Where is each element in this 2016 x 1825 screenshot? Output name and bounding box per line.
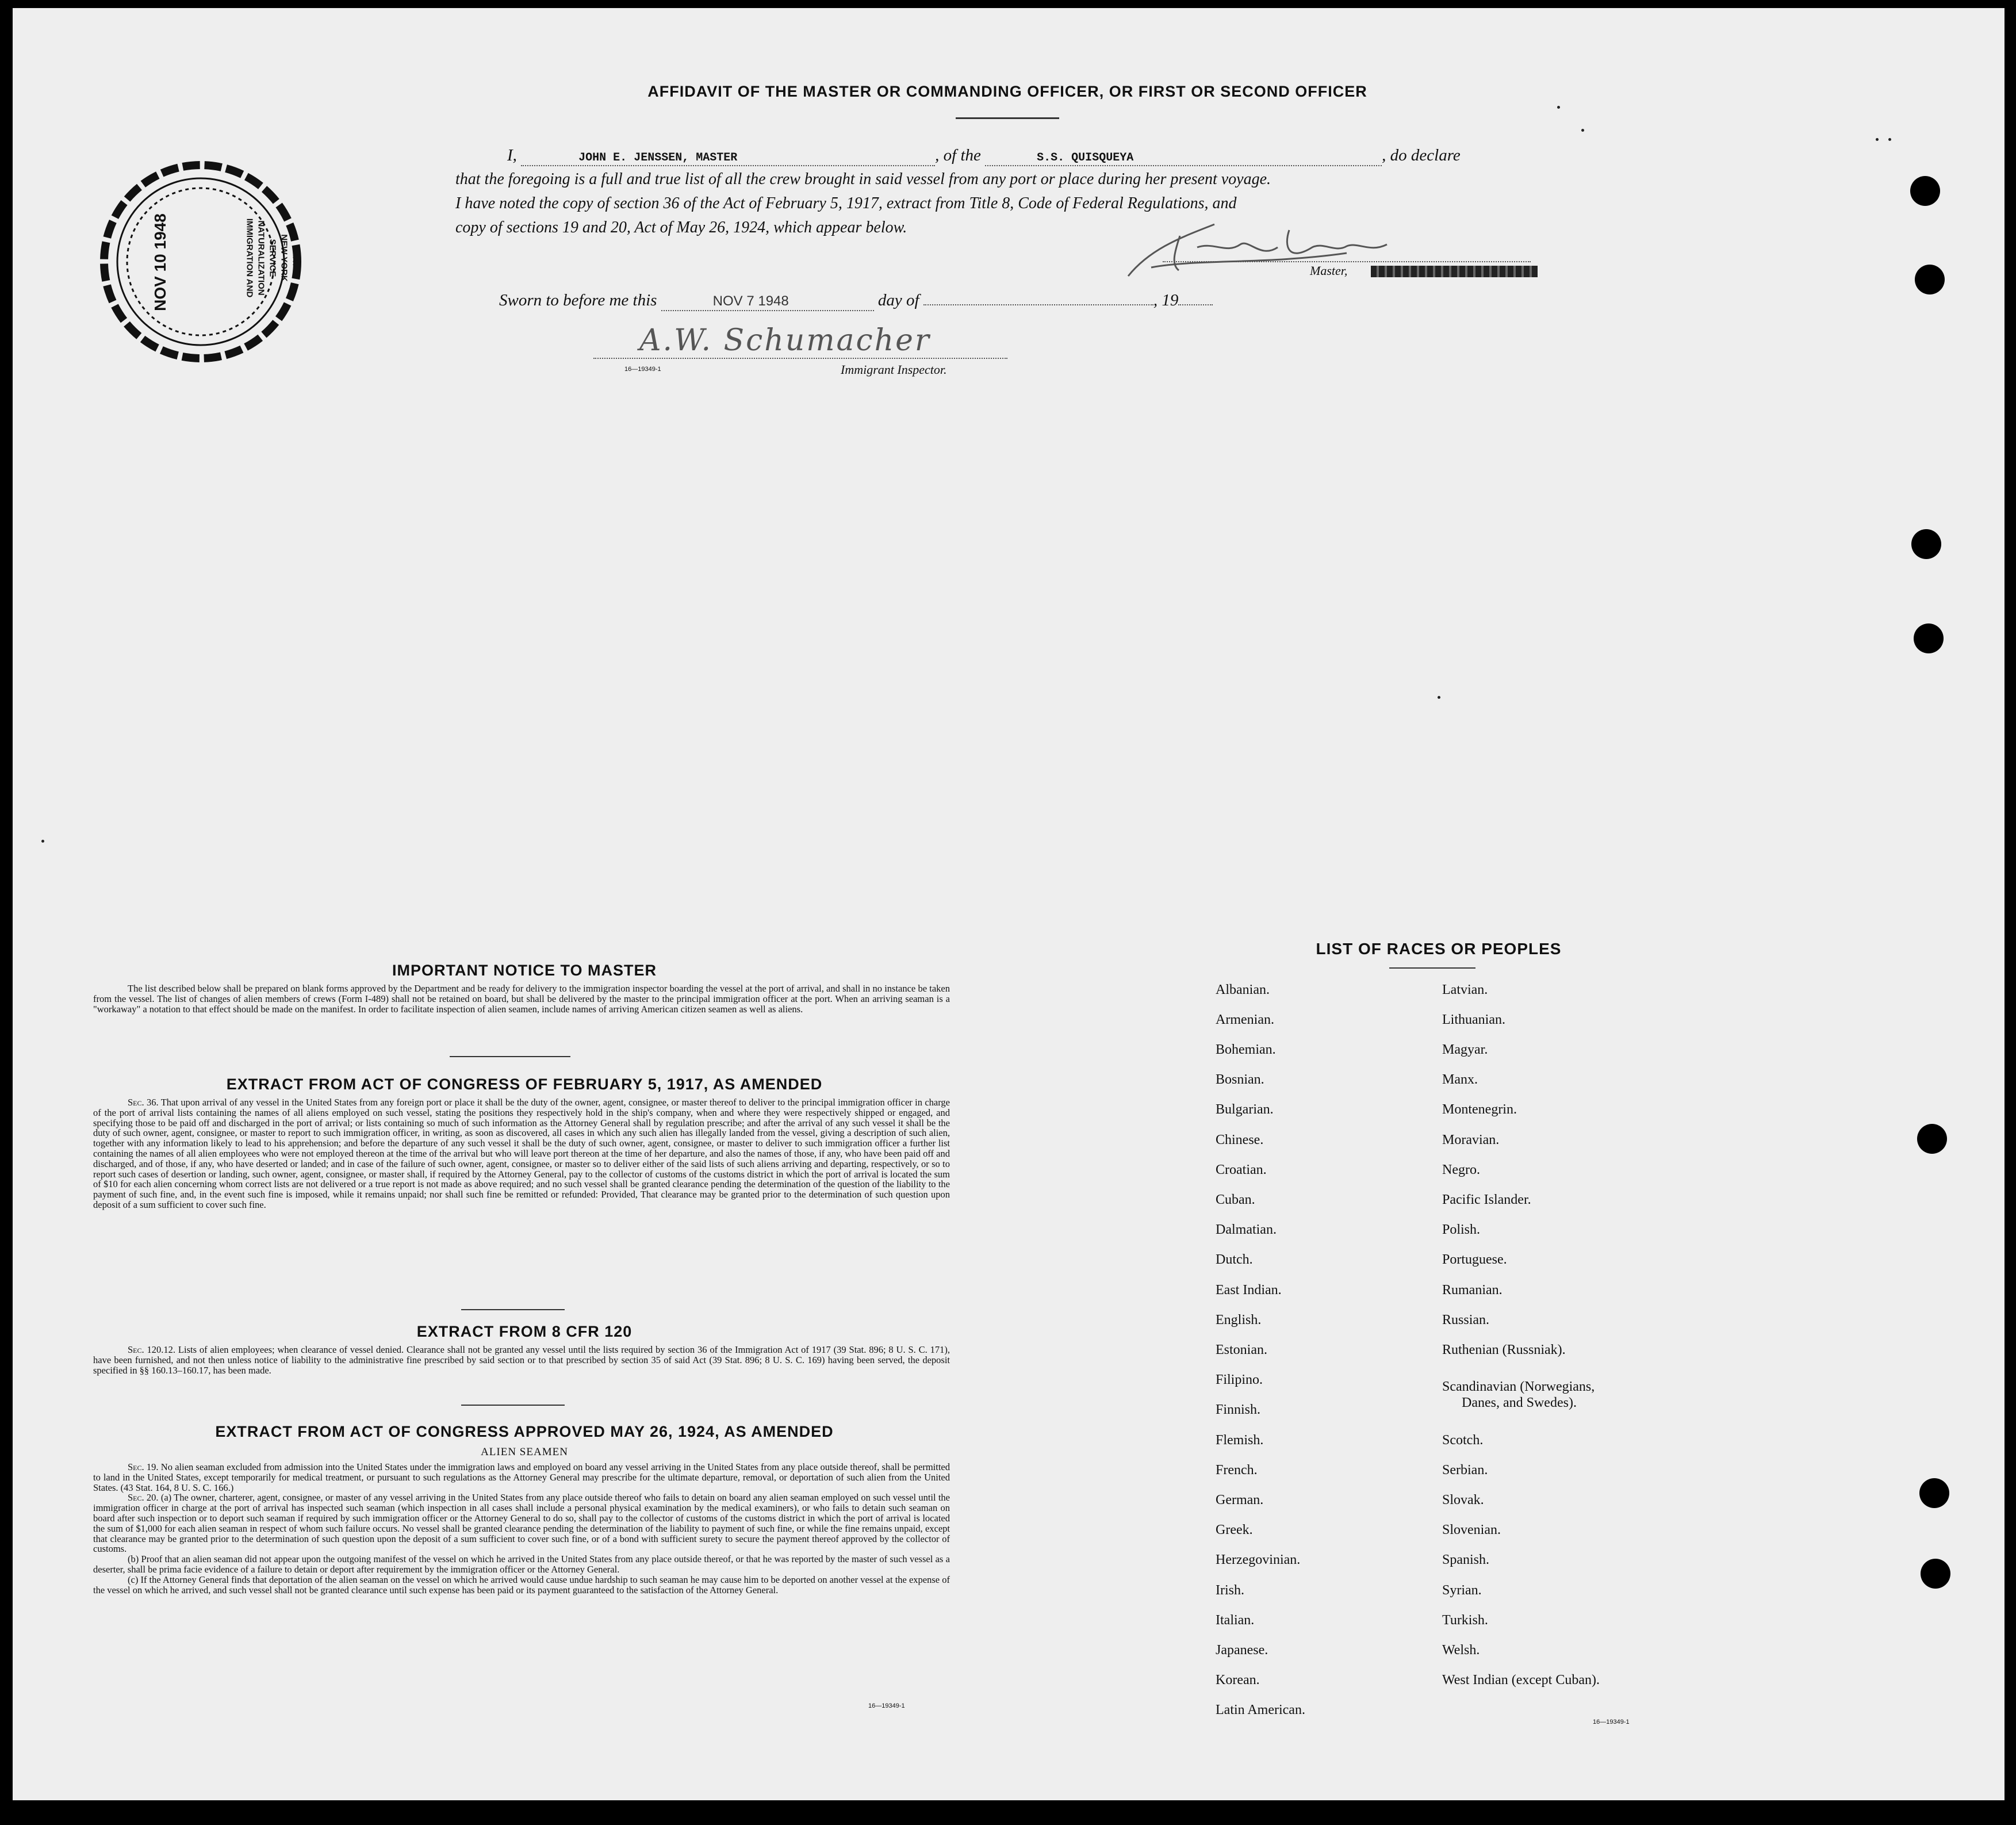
race-item: Syrian. (1442, 1583, 1482, 1598)
speck (1888, 138, 1891, 141)
races-form-number: 16—19349-1 (1593, 1719, 1630, 1725)
race-item: Welsh. (1442, 1643, 1480, 1658)
inspector-signature: A.W. Schumacher (639, 323, 931, 358)
race-item: French. (1216, 1463, 1258, 1478)
extract-cfr-text (93, 1345, 950, 1375)
race-item: Serbian. (1442, 1463, 1488, 1478)
extract-1917-body: That upon arrival of any vessel in the United States from any foreign port or place it shall be the duty of the owner, agent, consignee, or master thereof to deliver to the principal immigration officer in charge of the port of arrival lists containing the names of all aliens employed on such vessel, stating the positions they respectively hold in the ship's company, when and where they were respectively shipped or engaged, and specifying those to be paid off and discharged in the port of arrival; or lists containing so much of such information as the Attorney General shall by regulation prescribe; and after the arrival of any such vessel it shall be the duty of such owner, agent, consignee, or master to report to such immigration officer, in writing, as soon as discovered, all cases in which any such alien has illegally landed from the vessel, giving a description of such alien, together with any information likely to lead to his apprehension; and before the departure of any such vessel it shall be the duty of such owner, agent, consignee, or master to deliver to such immigration officer a further list containing the names of all alien employees who were not employed thereon at the time of the arrival but who will leave port thereon at the time of her departure, and also the names of those, if any, who have been paid off and discharged, and of those, if any, who have deserted or landed; and in case of the failure of such owner, agent, consignee, or master so to deliver either of the said lists of such aliens arriving and departing, respectively, or so to report such cases of desertion or landing, such owner, agent, consignee, or master shall, if required by the Attorney General, pay to the collector of customs of the customs district in which the port of arrival is located the sum of $10 for each alien concerning whom correct lists are not delivered or a true report is not made as above required; and no such vessel shall be granted clearance pending the determination of the question of the liability to the payment of such fine, and, in the event such fine is imposed, while it remains unpaid; nor shall such fine be remitted or refunded: Provided, That clearance may be granted prior to the determination of such question upon deposit of a sum sufficient to cover such fine. (93, 1097, 950, 1210)
punch-hole (1921, 1559, 1950, 1589)
race-item: Bosnian. (1216, 1072, 1264, 1087)
race-item: Scotch. (1442, 1433, 1484, 1448)
sec19-paragraph (93, 1462, 950, 1493)
races-rule (1389, 967, 1475, 969)
notice-body: The list described below shall be prepared on blank forms approved by the Department and be ready for delivery to the immigration inspector boarding the vessel at the port of arrival, and shall in no instance be taken from the vessel. The list of changes of alien members of crews (Form I-489) shall not be retained on board, but shall be delivered by the master to the principal immigration officer at the port. When an arriving seaman is a "workaway" a notation to that effect should be made on the manifest. In order to facilitate inspection of alien seamen, include names of arriving American citizen seamen as well as aliens. (93, 983, 950, 1015)
race-item: Bohemian. (1216, 1042, 1276, 1057)
race-item: Filipino. (1216, 1372, 1263, 1387)
race-item: German. (1216, 1493, 1264, 1508)
notice-text (93, 984, 950, 1014)
declaration-line4: copy of sections 19 and 20, Act of May 26, 1924, which appear below. (455, 219, 907, 236)
punch-hole (1914, 623, 1944, 653)
race-item: Albanian. (1216, 982, 1270, 997)
sworn-label: Sworn to before me this (499, 291, 657, 309)
race-item: Finnish. (1216, 1402, 1261, 1417)
race-item: Danes, and Swedes). (1462, 1395, 1577, 1410)
do-declare-label: , do declare (1382, 146, 1461, 164)
race-item: Armenian. (1216, 1012, 1274, 1027)
race-item: Dutch. (1216, 1252, 1253, 1267)
race-item: Herzegovinian. (1216, 1552, 1301, 1567)
stamp-line5: N.Y. (290, 250, 301, 266)
master-name: JOHN E. JENSSEN, MASTER (578, 151, 738, 164)
speck (1438, 696, 1440, 699)
sec20b-body: (b) Proof that an alien seaman did not appear upon the outgoing manifest of the vessel on which he arrived in the United States from any place outside thereof, or that he was reported by the master of such vessel as a deserter, shall be prima facie evidence of a failure to detain or deport after requirement by the immigration officer or the Attorney General. (93, 1554, 950, 1575)
immigration-stamp (94, 155, 307, 368)
race-item: Italian. (1216, 1613, 1255, 1628)
races-title: LIST OF RACES OR PEOPLES (1316, 940, 1562, 958)
extract-1917-text (93, 1097, 950, 1210)
inspector-label: Immigrant Inspector. (841, 362, 947, 377)
race-item: Montenegrin. (1442, 1102, 1517, 1117)
stamp-line3: SERVICE (267, 239, 278, 277)
sec20c-body: (c) If the Attorney General finds that deportation of the alien seaman on the vessel on which he arrived would cause undue hardship to such seaman he may cause him to be deported on another vessel at the expense of the vessel on which he arrived, and such vessel shall not be granted clearance until such expense has been paid or its payment guaranteed to the satisfaction of the Attorney General. (93, 1574, 950, 1596)
vessel-name: S.S. QUISQUEYA (1037, 151, 1134, 164)
race-item: Moravian. (1442, 1133, 1500, 1147)
notice-rule (450, 1056, 570, 1057)
month-field (923, 304, 1153, 305)
race-item: Portuguese. (1442, 1252, 1507, 1267)
extract-cfr-body: Lists of alien employees; when clearance of vessel denied. Clearance shall not be granted any vessel until the lists required by section 36 of the Immigration Act of 1917 (39 Stat. 896; 8 U. S. C. 171), have been furnished, and not then unless notice of liability to the administrative fine prescribed by said section or to that prescribed by section 35 of said Act (39 Stat. 896; 8 U. S. C. 169) having been served, the deposit specified in §§ 160.13–160.17, has been made. (93, 1344, 950, 1376)
vessel-name-field (985, 146, 1382, 166)
race-item: Polish. (1442, 1222, 1481, 1237)
year-prefix: , 19 (1153, 291, 1179, 309)
speck (1876, 138, 1879, 141)
master-signature-line (1163, 261, 1531, 262)
extract-1924-subtitle: ALIEN SEAMEN (481, 1446, 568, 1458)
notice-title: IMPORTANT NOTICE TO MASTER (392, 962, 657, 979)
sworn-date: NOV 7 1948 (712, 293, 789, 309)
speck (41, 840, 44, 843)
sworn-line (499, 291, 1304, 311)
extract-1917-sec: Sec. 36. (128, 1097, 159, 1108)
declaration-line1 (507, 146, 1554, 166)
sec19-label: Sec. 19. (128, 1461, 159, 1472)
affidavit-title: AFFIDAVIT OF THE MASTER OR COMMANDING OFFICER, OR FIRST OR SECOND OFFICER (647, 83, 1367, 100)
sec20a-body: (a) The owner, charterer, agent, consignee, or master of any vessel arriving in the United States from any place outside thereof who fails to detain on board any alien seaman employed on such vessel until the immigration officer in charge at the port of arrival has inspected such seaman (which inspection in all cases shall include a personal physical examination by the medical examiners), or who fails to detain such seaman on board after such inspection or to deport such seaman if required by such immigration officer or the Attorney General to do so, shall pay to the collector of customs of the customs district in which the port of arrival is located the sum of $1,000 for each alien seaman in respect of whom such failure occurs. No vessel shall be granted clearance pending the determination of the liability to payment of such fine, or while the fine remains unpaid, except that clearance may be granted prior to the determination of such question upon the deposit of a sum sufficient to cover such fine, or of a bond with sufficient surety to secure the payment thereof approved by the collector of customs. (93, 1492, 950, 1555)
title-rule (956, 117, 1059, 119)
punch-hole (1915, 265, 1945, 294)
race-item: Greek. (1216, 1522, 1253, 1537)
race-item: Magyar. (1442, 1042, 1488, 1057)
declaration-line3: I have noted the copy of section 36 of the Act of February 5, 1917, extract from Title 8, Code of Federal Regulations, and (455, 194, 1237, 212)
sec20a-paragraph (93, 1493, 950, 1554)
race-item: Flemish. (1216, 1433, 1264, 1448)
extract-cfr-rule (461, 1405, 565, 1406)
race-item: Latin American. (1216, 1702, 1305, 1717)
of-the-label: , of the (935, 146, 981, 164)
punch-hole (1917, 1124, 1947, 1154)
declaration-line2: that the foregoing is a full and true list of all the crew brought in said vessel from any port or place during her present voyage. (455, 170, 1271, 188)
race-item: West Indian (except Cuban). (1442, 1673, 1600, 1688)
struck-out-text (1371, 266, 1538, 277)
race-item: Cuban. (1216, 1192, 1255, 1207)
race-item: Negro. (1442, 1162, 1480, 1177)
sworn-date-field (661, 291, 874, 311)
speck (1557, 106, 1560, 109)
race-item: Russian. (1442, 1313, 1490, 1327)
document-page (13, 8, 2004, 1800)
stamp-line1: IMMIGRATION AND (244, 218, 255, 298)
punch-hole (1919, 1478, 1949, 1508)
race-item: Bulgarian. (1216, 1102, 1274, 1117)
race-item: English. (1216, 1313, 1262, 1327)
race-item: Manx. (1442, 1072, 1478, 1087)
race-item: Dalmatian. (1216, 1222, 1277, 1237)
extract-1917-rule (461, 1309, 565, 1310)
extract-1917-title: EXTRACT FROM ACT OF CONGRESS OF FEBRUARY 5, 1917, AS AMENDED (226, 1076, 823, 1093)
sec20b-paragraph (93, 1554, 950, 1575)
i-label: I, (507, 146, 517, 164)
master-label: Master, (1310, 263, 1348, 278)
race-item: Latvian. (1442, 982, 1488, 997)
sec20c-paragraph (93, 1575, 950, 1596)
race-item: Spanish. (1442, 1552, 1490, 1567)
race-item: Ruthenian (Russniak). (1442, 1342, 1566, 1357)
stamp-text (198, 173, 301, 351)
race-item: Slovak. (1442, 1493, 1484, 1508)
extract-1924-title: EXTRACT FROM ACT OF CONGRESS APPROVED MAY 26, 1924, AS AMENDED (215, 1423, 834, 1440)
inspector-signature-line (593, 358, 1007, 359)
race-item: Croatian. (1216, 1162, 1267, 1177)
speck (1581, 129, 1584, 132)
sec19-body: No alien seaman excluded from admission into the United States under the immigration laws and employed on board any vessel arriving in the United States from any place outside thereof, shall be permitted to land in the United States, except temporarily for medical treatment, or pursuant to such regulations as the Attorney General may prescribe for the ultimate departure, removal, or deportation of such alien from the United States. (43 Stat. 164, 8 U. S. C. 166.) (93, 1461, 950, 1493)
day-of-label: day of (877, 291, 919, 309)
master-name-field (521, 146, 935, 166)
race-item: Japanese. (1216, 1643, 1268, 1658)
race-item: Scandinavian (Norwegians, (1442, 1379, 1595, 1394)
extract-form-number: 16—19349-1 (868, 1702, 905, 1709)
race-item: Slovenian. (1442, 1522, 1501, 1537)
race-item: Lithuanian. (1442, 1012, 1505, 1027)
race-item: East Indian. (1216, 1283, 1282, 1298)
race-item: Irish. (1216, 1583, 1244, 1598)
stamp-line4: NEW YORK (279, 234, 289, 282)
stamp-date: NOV 10 1948 (151, 213, 169, 311)
race-item: Rumanian. (1442, 1283, 1503, 1298)
race-item: Estonian. (1216, 1342, 1267, 1357)
punch-hole (1910, 176, 1940, 206)
form-number: 16—19349-1 (624, 366, 661, 373)
extract-1924-text (93, 1462, 950, 1595)
stamp-line2: NATURALIZATION (256, 220, 266, 296)
race-item: Pacific Islander. (1442, 1192, 1531, 1207)
race-item: Chinese. (1216, 1133, 1264, 1147)
sec20-label: Sec. 20. (128, 1492, 159, 1503)
race-item: Turkish. (1442, 1613, 1488, 1628)
race-item: Korean. (1216, 1673, 1260, 1688)
extract-cfr-title: EXTRACT FROM 8 CFR 120 (416, 1323, 633, 1340)
extract-cfr-sec: Sec. 120.12. (128, 1344, 176, 1355)
year-field (1178, 304, 1213, 305)
punch-hole (1911, 529, 1941, 559)
